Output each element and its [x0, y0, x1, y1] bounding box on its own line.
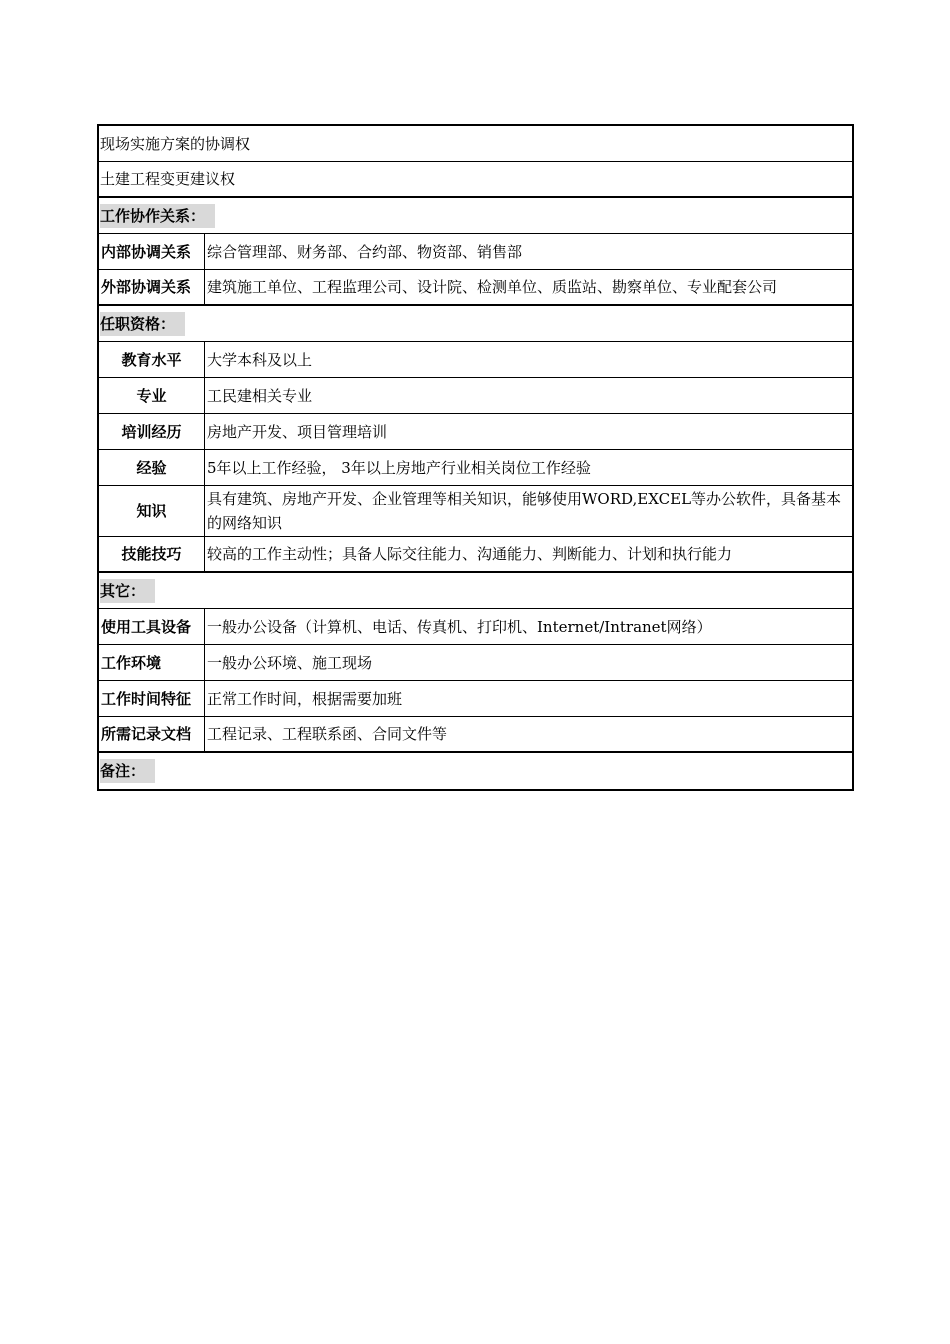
right-change-proposal-text: 土建工程变更建议权	[100, 170, 236, 188]
qualifications-section-header	[99, 306, 852, 342]
internal-coordination-label: 内部协调关系	[99, 234, 205, 269]
work-time-value: 正常工作时间，根据需要加班	[207, 689, 403, 708]
experience-label: 经验	[99, 450, 205, 485]
records-label: 所需记录文档	[99, 717, 205, 751]
skills-value: 较高的工作主动性；具备人际交往能力、沟通能力、判断能力、计划和执行能力	[207, 545, 733, 563]
training-value: 房地产开发、项目管理培训	[207, 422, 388, 441]
major-row	[99, 378, 852, 414]
knowledge-value: 具有建筑、房地产开发、企业管理等相关知识，能够使用WORD,EXCEL等办公软件，具备基本的网络知识	[207, 490, 842, 532]
education-value: 大学本科及以上	[207, 350, 313, 369]
major-label: 专业	[99, 378, 205, 413]
internal-coordination-row	[99, 234, 852, 270]
education-label: 教育水平	[99, 342, 205, 377]
external-coordination-row	[99, 270, 852, 306]
right-row-coordination	[99, 126, 852, 162]
right-coordination-text: 现场实施方案的协调权	[100, 134, 251, 153]
major-value: 工民建相关专业	[207, 386, 313, 405]
tools-value: 一般办公设备（计算机、电话、传真机、打印机、Internet/Intranet网络）	[207, 617, 712, 636]
tools-row	[99, 609, 852, 645]
work-time-label: 工作时间特征	[99, 681, 205, 716]
tools-label: 使用工具设备	[99, 609, 205, 644]
skills-label: 技能技巧	[99, 537, 205, 571]
knowledge-label: 知识	[99, 486, 205, 536]
records-row	[99, 717, 852, 753]
work-time-row	[99, 681, 852, 717]
internal-coordination-value: 综合管理部、财务部、合约部、物资部、销售部	[207, 242, 523, 261]
education-row	[99, 342, 852, 378]
remarks-section-header	[99, 753, 852, 789]
environment-value: 一般办公环境、施工现场	[207, 653, 373, 672]
experience-row	[99, 450, 852, 486]
job-description-table	[97, 124, 854, 791]
records-value: 工程记录、工程联系函、合同文件等	[207, 725, 448, 743]
training-label: 培训经历	[99, 414, 205, 449]
right-row-change-proposal	[99, 162, 852, 198]
training-row	[99, 414, 852, 450]
environment-label: 工作环境	[99, 645, 205, 680]
external-coordination-label: 外部协调关系	[99, 270, 205, 304]
environment-row	[99, 645, 852, 681]
cooperation-title: 工作协作关系：	[100, 204, 215, 228]
other-section-header	[99, 573, 852, 609]
cooperation-section-header	[99, 198, 852, 234]
knowledge-row	[99, 486, 852, 537]
qualifications-title: 任职资格：	[100, 312, 185, 336]
external-coordination-value: 建筑施工单位、工程监理公司、设计院、检测单位、质监站、勘察单位、专业配套公司	[207, 278, 778, 296]
experience-value: 5年以上工作经验， 3年以上房地产行业相关岗位工作经验	[207, 458, 591, 477]
remarks-title: 备注：	[100, 759, 155, 783]
other-title: 其它：	[100, 579, 155, 603]
skills-row	[99, 537, 852, 573]
